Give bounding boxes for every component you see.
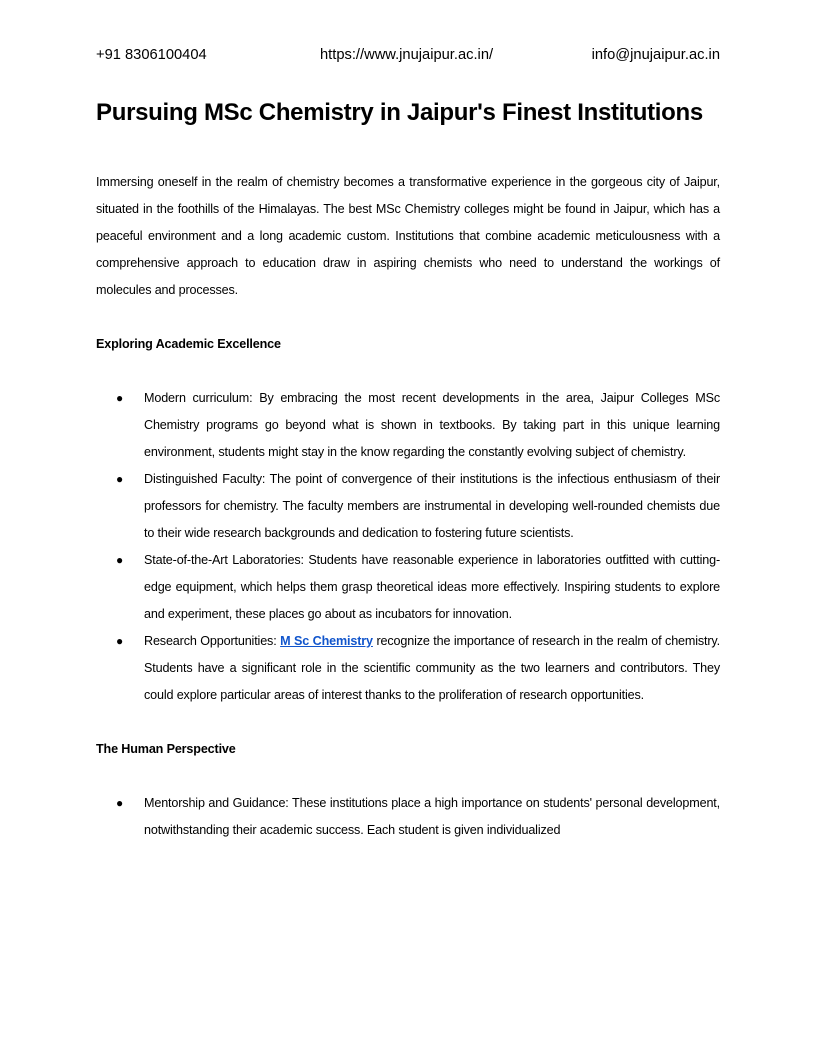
page-header [96,47,720,67]
academic-list [96,385,720,709]
list-item [96,385,720,466]
header-phone: +91 8306100404 [96,47,207,63]
section-heading-human: The Human Perspective [96,742,236,756]
intro-paragraph: Immersing oneself in the realm of chemistry becomes a transformative experience in the gorgeous city of Jaipur, situated in the foothills of the Himalayas. The best MSc Chemistry colleges might be found in Jaipur, which has a peaceful environment and a long academic custom. Institutions that combine academic meticulousness with a comprehensive approach to education draw in aspiring chemists who need to understand the workings of molecules and processes. [96,175,720,297]
page-title: Pursuing MSc Chemistry in Jaipur's Finest Institutions [96,99,703,126]
document-body [96,169,720,871]
bullet-icon: ● [116,472,124,486]
list-item-text: Mentorship and Guidance: These institutions place a high importance on students' personal development, notwithstanding their academic success. Each student is given individualized [144,796,720,837]
list-item [96,466,720,547]
list-item-text: State-of-the-Art Laboratories: Students have reasonable experience in laboratories outfitted with cutting-edge equipment, which helps them grasp theoretical ideas more effectively. Inspiring students to explore and experiment, these places go about as incubators for innovation. [144,553,720,621]
list-item-text: Modern curriculum: By embracing the most recent developments in the area, Jaipur Colleges MSc Chemistry programs go beyond what is shown in textbooks. By taking part in this unique learning environment, students might stay in the know regarding the constantly evolving subject of chemistry. [144,391,720,459]
msc-chemistry-link[interactable]: M Sc Chemistry [280,634,373,648]
list-item [96,790,720,844]
human-list [96,790,720,844]
research-suffix: recognize the importance of research in the realm of chemistry. Students have a significant role in the scientific community as the two learners and contributors. They could explore particular areas of interest thanks to the proliferation of research opportunities. [144,634,720,702]
header-email[interactable]: info@jnujaipur.ac.in [591,47,720,63]
list-item-text: Distinguished Faculty: The point of convergence of their institutions is the infectious enthusiasm of their professors for chemistry. The faculty members are instrumental in developing well-rounded chemists due to their wide research backgrounds and dedication to fostering future scientists. [144,472,720,540]
list-item [96,628,720,709]
research-prefix: Research Opportunities: [144,634,281,648]
section-heading-academic: Exploring Academic Excellence [96,337,281,351]
header-url[interactable]: https://www.jnujaipur.ac.in/ [320,47,494,63]
bullet-icon: ● [116,391,124,405]
bullet-icon: ● [116,796,124,810]
list-item [96,547,720,628]
bullet-icon: ● [116,553,124,567]
bullet-icon: ● [116,634,124,648]
